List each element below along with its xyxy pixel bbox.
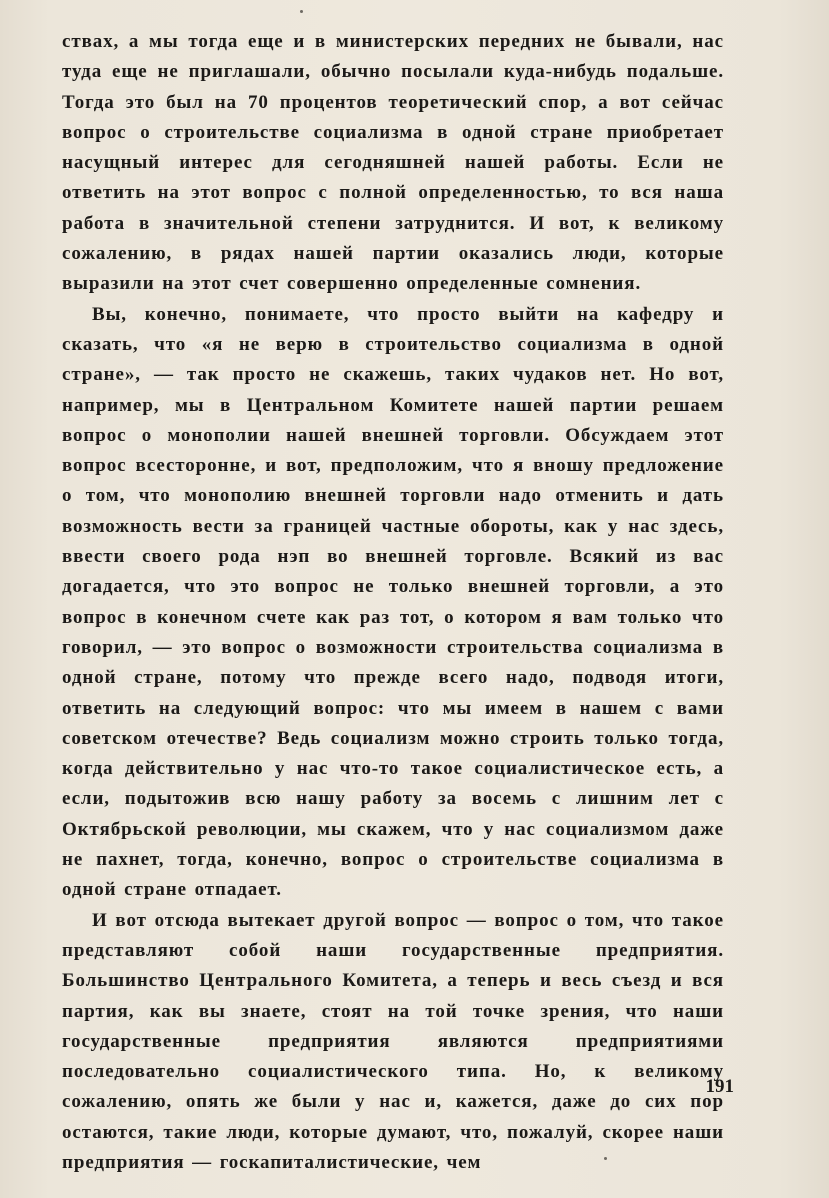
paragraph: И вот отсюда вытекает другой вопрос — вопрос о том, что такое представляют собой наши государственные предприятия. Большинство Центрального Комитета, а теперь и весь съезд и вся партия, как вы знаете, стоят на той точке зрения, что наши государственные предприятия являются предприятиями последовательно социалистического типа. Но, к великому сожалению, опять же были у нас и, кажется, даже до сих пор остаются, такие люди, которые думают, что, пожалуй, скорее наши предприятия — госкапиталистические, чем <box>62 909 724 1173</box>
body-text <box>62 27 724 1178</box>
paragraph: Вы, конечно, понимаете, что просто выйти на кафедру и сказать, что «я не верю в строительство социализма в одной стране», — так просто не скажешь, таких чудаков нет. Но вот, например, мы в Центральном Комитете нашей партии решаем вопрос о монополии нашей внешней торговли. Обсуждаем этот вопрос всесторонне, и вот, предположим, что я вношу предложение о том, что монополию внешней торговли надо отменить и дать возможность вести за границей частные обороты, как у нас здесь, ввести своего рода нэп во внешней торговле. Всякий из вас догадается, что это вопрос не только внешней торговли, а это вопрос в конечном счете как раз тот, о котором я вам только что говорил, — это вопрос о возможности строительства социализма в одной стране, потому что прежде всего надо, подводя итоги, ответить на следующий вопрос: что мы имеем в нашем с вами советском отечестве? Ведь социализм можно строить только тогда, когда действительно у нас что-то такое социалистическое есть, а если, подытожив всю нашу работу за восемь с лишним лет с Октябрьской революции, мы скажем, что у нас социализмом даже не пахнет, тогда, конечно, вопрос о строительстве социализма в одной стране отпадает. <box>62 303 724 901</box>
page-speck <box>300 10 303 13</box>
page-number: 191 <box>705 1076 734 1097</box>
paragraph-continuation: ствах, а мы тогда еще и в министерских передних не бывали, нас туда еще не приглашали, обычно посылали куда-нибудь подальше. Тогда это был на 70 процентов теоретический спор, а вот сейчас вопрос о строительстве социализма в одной стране приобретает насущный интерес для сегодняшней нашей работы. Если не ответить на этот вопрос с полной определенностью, то вся наша работа в значительной степени затруднится. И вот, к великому сожалению, в рядах нашей партии оказались люди, которые выразили на этот счет совершенно определенные сомнения. <box>62 31 724 295</box>
